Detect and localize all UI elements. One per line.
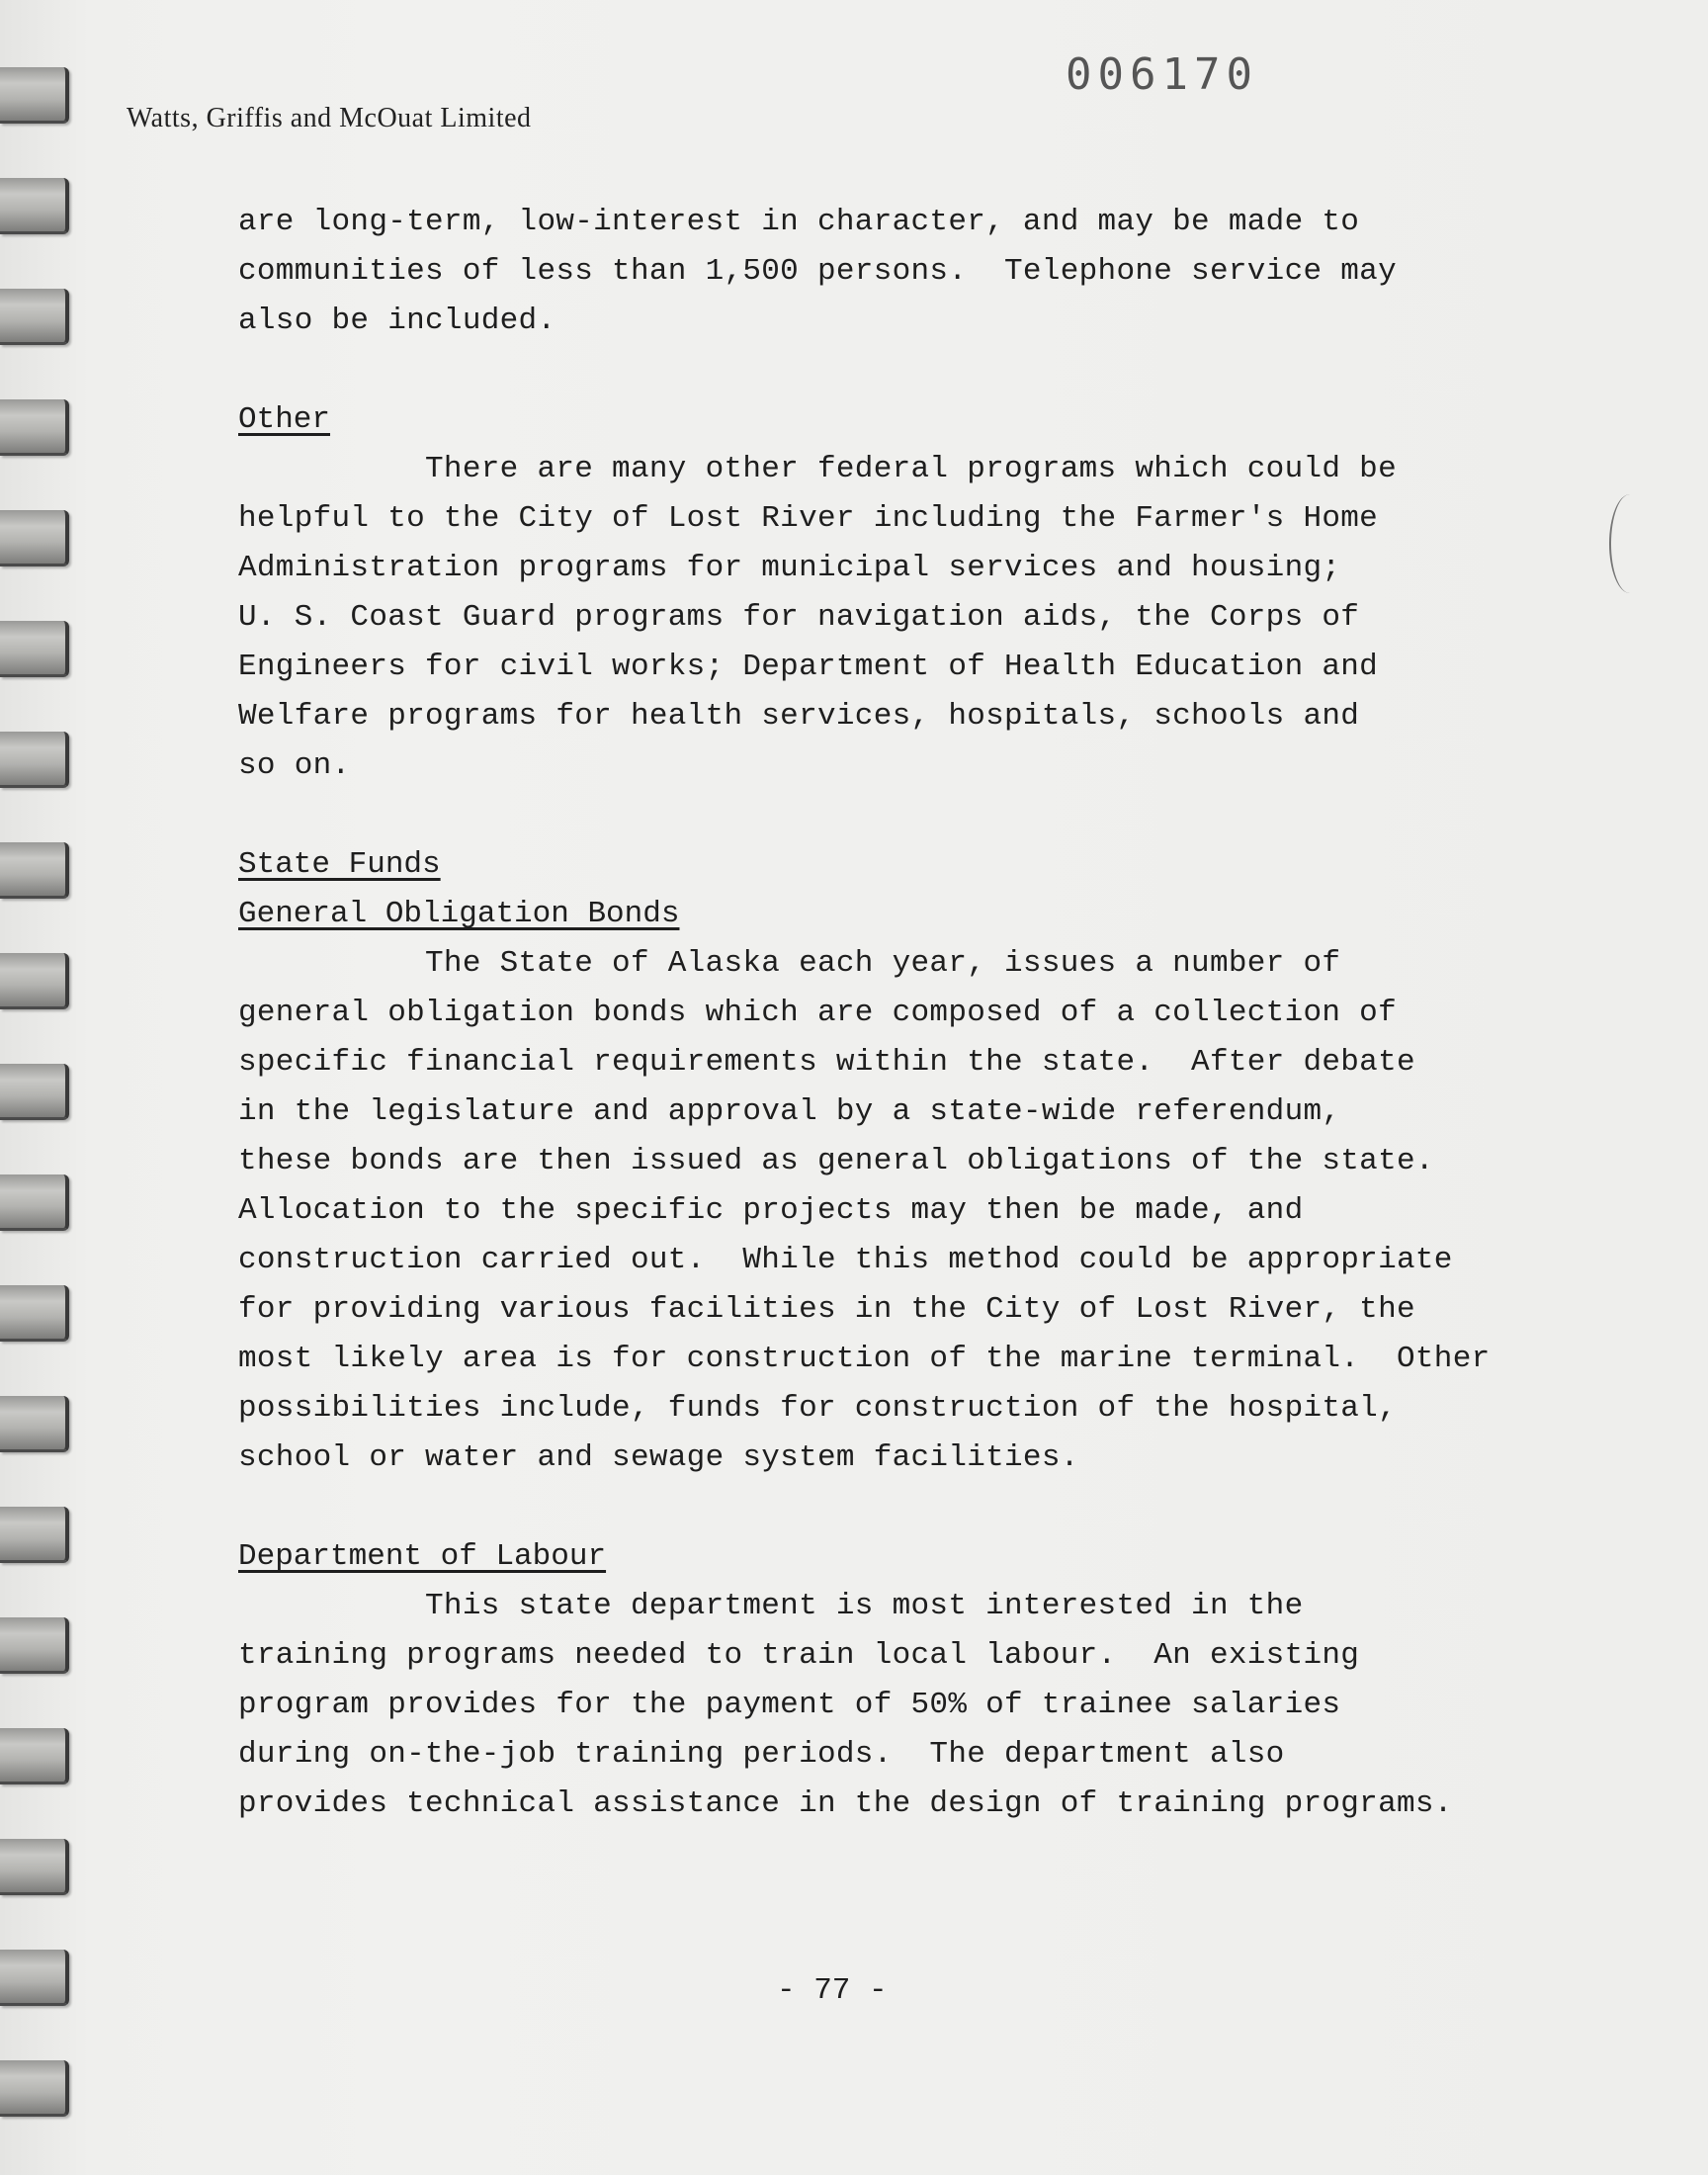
binding-ring <box>0 178 69 234</box>
binding-ring <box>0 67 69 124</box>
section-heading-state-funds: State Funds <box>238 847 441 882</box>
paragraph-line: most likely area is for construction of the marine terminal. Other <box>238 1342 1491 1376</box>
paragraph-line: construction carried out. While this method could be appropriate <box>238 1243 1453 1277</box>
paragraph-line: training programs needed to train local labour. An existing <box>238 1638 1360 1673</box>
binding-ring <box>0 289 69 345</box>
paragraph-line: Welfare programs for health services, hospitals, schools and <box>238 699 1360 734</box>
binding-ring <box>0 2060 69 2117</box>
margin-mark <box>1609 494 1651 593</box>
binding-ring <box>0 1285 69 1342</box>
page-number: - 77 - <box>777 1973 888 2008</box>
binding-ring <box>0 1396 69 1452</box>
paragraph-line: U. S. Coast Guard programs for navigation aids, the Corps of <box>238 600 1360 635</box>
binding-ring <box>0 1728 69 1784</box>
paragraph-line: are long-term, low-interest in character, and may be made to <box>238 205 1360 239</box>
binding-ring <box>0 621 69 677</box>
paragraph-line: helpful to the City of Lost River including the Farmer's Home <box>238 501 1379 536</box>
binding-ring <box>0 1950 69 2006</box>
binding-ring <box>0 1617 69 1674</box>
document-number: 006170 <box>1066 49 1258 100</box>
binding-ring <box>0 1174 69 1231</box>
paragraph-line: in the legislature and approval by a state-wide referendum, <box>238 1094 1341 1129</box>
binding-ring <box>0 510 69 566</box>
paragraph-line: specific financial requirements within the state. After debate <box>238 1045 1415 1080</box>
paragraph-line: during on-the-job training periods. The department also <box>238 1737 1285 1772</box>
paragraph-line: school or water and sewage system facilities. <box>238 1440 1079 1475</box>
paragraph-line: Allocation to the specific projects may then be made, and <box>238 1193 1304 1228</box>
paragraph-line: also be included. <box>238 304 556 338</box>
paragraph-line: these bonds are then issued as general obligations of the state. <box>238 1144 1434 1178</box>
paragraph-line: so on. <box>238 748 351 783</box>
section-heading-general-obligation-bonds: General Obligation Bonds <box>238 897 680 931</box>
paragraph-line: communities of less than 1,500 persons. Telephone service may <box>238 254 1397 289</box>
letterhead: Watts, Griffis and McOuat Limited <box>127 103 532 133</box>
paragraph-line: program provides for the payment of 50% of trainee salaries <box>238 1688 1341 1722</box>
binding-ring <box>0 953 69 1009</box>
paragraph-line: general obligation bonds which are composed of a collection of <box>238 996 1397 1030</box>
binding-ring <box>0 1064 69 1120</box>
paragraph-line: There are many other federal programs which could be <box>238 452 1397 486</box>
section-heading-department-of-labour: Department of Labour <box>238 1539 607 1574</box>
paragraph-line: This state department is most interested in the <box>238 1589 1304 1623</box>
paragraph-line: The State of Alaska each year, issues a number of <box>238 946 1341 981</box>
binding-ring <box>0 842 69 899</box>
paragraph-line: Administration programs for municipal services and housing; <box>238 551 1341 585</box>
binding-ring <box>0 1839 69 1895</box>
paragraph-line: possibilities include, funds for construction of the hospital, <box>238 1391 1397 1426</box>
paragraph-line: Engineers for civil works; Department of Health Education and <box>238 650 1379 684</box>
spiral-binding <box>0 59 79 2135</box>
paragraph-line: for providing various facilities in the City of Lost River, the <box>238 1292 1415 1327</box>
binding-ring <box>0 399 69 456</box>
section-heading-other: Other <box>238 402 331 437</box>
paragraph-line: provides technical assistance in the design of training programs. <box>238 1786 1453 1821</box>
binding-ring <box>0 732 69 788</box>
binding-ring <box>0 1507 69 1563</box>
